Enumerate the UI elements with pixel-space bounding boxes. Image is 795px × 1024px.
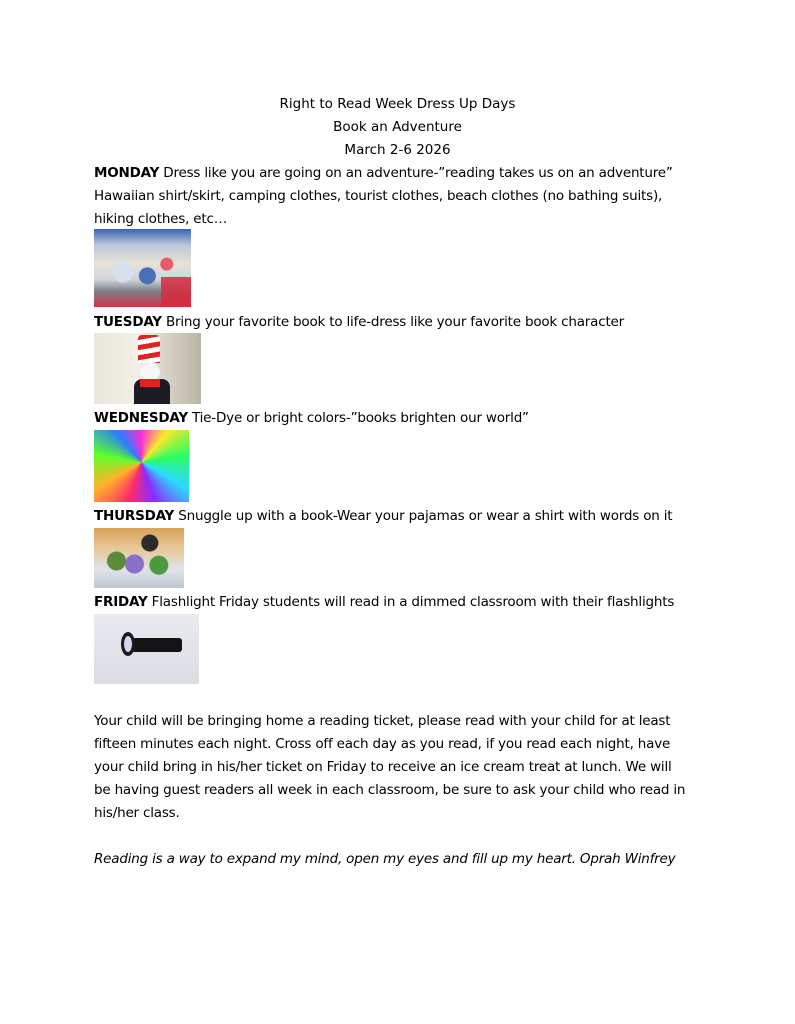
- paragraph-line-3: your child bring in his/her ticket on Friday to receive an ice cream treat at lunch. We will: [94, 759, 672, 775]
- friday-description: Flashlight Friday students will read in a dimmed classroom with their flashlights: [147, 594, 675, 610]
- paragraph-line-1: Your child will be bringing home a reading ticket, please read with your child for at least: [94, 713, 671, 729]
- paragraph-line-4: be having guest readers all week in each classroom, be sure to ask your child who read in: [94, 782, 686, 798]
- bow-shape: [140, 379, 160, 387]
- day-label-monday: MONDAY: [94, 165, 160, 181]
- day-label-tuesday: TUESDAY: [94, 314, 162, 330]
- wednesday-line: [94, 410, 529, 426]
- document-subtitle: Book an Adventure: [333, 119, 462, 135]
- document-dates: March 2-6 2026: [344, 142, 451, 158]
- wednesday-description: Tie-Dye or bright colors-”books brighten our world”: [187, 410, 529, 426]
- document-title: Right to Read Week Dress Up Days: [279, 96, 516, 112]
- monday-continuation-1: Hawaiian shirt/skirt, camping clothes, tourist clothes, beach clothes (no bathing suits),: [94, 188, 663, 204]
- hat-shape: [138, 335, 160, 363]
- monday-line: [94, 165, 673, 181]
- flashlight-lens: [124, 636, 132, 652]
- tuesday-description: Bring your favorite book to life-dress like your favorite book character: [161, 314, 624, 330]
- monday-image: [94, 229, 191, 307]
- paragraph-line-5: his/her class.: [94, 805, 180, 821]
- thursday-line: [94, 508, 672, 524]
- tuesday-image: [94, 333, 201, 404]
- thursday-description: Snuggle up with a book-Wear your pajamas or wear a shirt with words on it: [174, 508, 673, 524]
- monday-continuation-2: hiking clothes, etc…: [94, 211, 228, 227]
- thursday-image: [94, 528, 184, 588]
- paragraph-line-2: fifteen minutes each night. Cross off each day as you read, if you read each night, have: [94, 736, 671, 752]
- tuesday-line: [94, 314, 624, 330]
- wednesday-image: [94, 430, 189, 502]
- day-label-friday: FRIDAY: [94, 594, 148, 610]
- day-label-thursday: THURSDAY: [94, 508, 175, 524]
- friday-image: [94, 614, 199, 684]
- closing-quote: Reading is a way to expand my mind, open my eyes and fill up my heart. Oprah Winfrey: [94, 851, 676, 867]
- flashlight-body: [130, 638, 182, 652]
- friday-line: [94, 594, 674, 610]
- day-label-wednesday: WEDNESDAY: [94, 410, 188, 426]
- monday-description: Dress like you are going on an adventure-”reading takes us on an adventure”: [159, 165, 673, 181]
